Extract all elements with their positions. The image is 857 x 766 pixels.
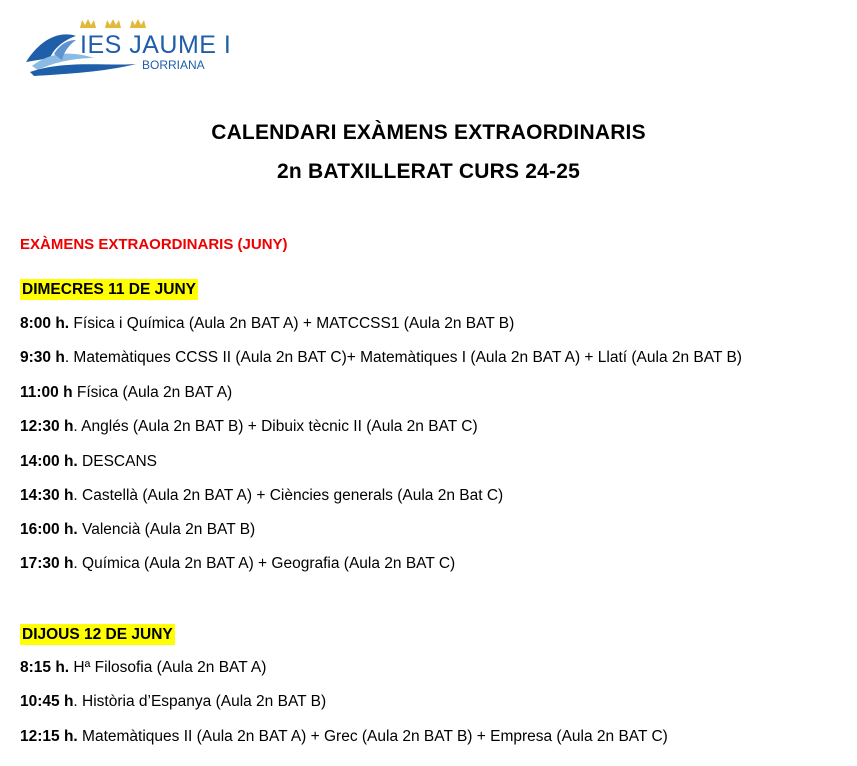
schedule-text: Física (Aula 2n BAT A) <box>72 384 233 401</box>
schedule-text: Física i Química (Aula 2n BAT A) + MATCCSS1 (Aula 2n BAT B) <box>69 315 515 332</box>
page-subtitle: 2n BATXILLERAT CURS 24-25 <box>277 160 580 183</box>
page-title: CALENDARI EXÀMENS EXTRAORDINARIS <box>211 121 646 144</box>
logo-name: IES JAUME I <box>80 31 232 59</box>
schedule-time: 8:15 h. <box>20 659 70 676</box>
school-logo <box>24 14 234 76</box>
schedule-row <box>20 521 255 539</box>
schedule-time: 12:15 h. <box>20 728 78 745</box>
crown-icon <box>80 19 146 28</box>
schedule-time: 8:00 h. <box>20 315 70 332</box>
schedule-row <box>20 659 266 677</box>
schedule-text: DESCANS <box>77 453 157 470</box>
schedule-time: 14:30 h <box>20 487 74 504</box>
schedule-row <box>20 384 232 402</box>
schedule-time: 12:30 h <box>20 418 74 435</box>
schedule-row <box>20 315 514 333</box>
schedule-time: 16:00 h. <box>20 521 78 538</box>
day-heading: DIMECRES 11 DE JUNY <box>22 281 196 298</box>
logo-place: BORRIANA <box>142 58 205 72</box>
schedule-text: . Castellà (Aula 2n BAT A) + Ciències generals (Aula 2n Bat C) <box>73 487 504 504</box>
schedule-time: 11:00 h <box>20 384 73 401</box>
schedule-text: Matemàtiques II (Aula 2n BAT A) + Grec (Aula 2n BAT B) + Empresa (Aula 2n BAT C) <box>77 728 668 745</box>
schedule-text: Hª Filosofia (Aula 2n BAT A) <box>69 659 267 676</box>
schedule-time: 10:45 h <box>20 693 74 710</box>
schedule-row <box>20 728 668 746</box>
schedule-text: Valencià (Aula 2n BAT B) <box>77 521 256 538</box>
schedule-row <box>20 693 326 711</box>
schedule-row <box>20 349 742 367</box>
schedule-text: . Química (Aula 2n BAT A) + Geografia (Aula 2n BAT C) <box>73 555 456 572</box>
schedule-row <box>20 555 455 573</box>
schedule-text: . Matemàtiques CCSS II (Aula 2n BAT C)+ Matemàtiques I (Aula 2n BAT A) + Llatí (Aula 2n BAT B) <box>64 349 742 366</box>
section-heading: EXÀMENS EXTRAORDINARIS (JUNY) <box>20 236 288 253</box>
schedule-time: 9:30 h <box>20 349 65 366</box>
schedule-text: . Història d’Espanya (Aula 2n BAT B) <box>73 693 327 710</box>
schedule-text: . Anglés (Aula 2n BAT B) + Dibuix tècnic II (Aula 2n BAT C) <box>73 418 478 435</box>
schedule-row <box>20 487 503 505</box>
schedule-time: 14:00 h. <box>20 453 78 470</box>
schedule-time: 17:30 h <box>20 555 74 572</box>
day-heading: DIJOUS 12 DE JUNY <box>22 626 173 643</box>
schedule-row <box>20 453 157 471</box>
schedule-row <box>20 418 478 436</box>
